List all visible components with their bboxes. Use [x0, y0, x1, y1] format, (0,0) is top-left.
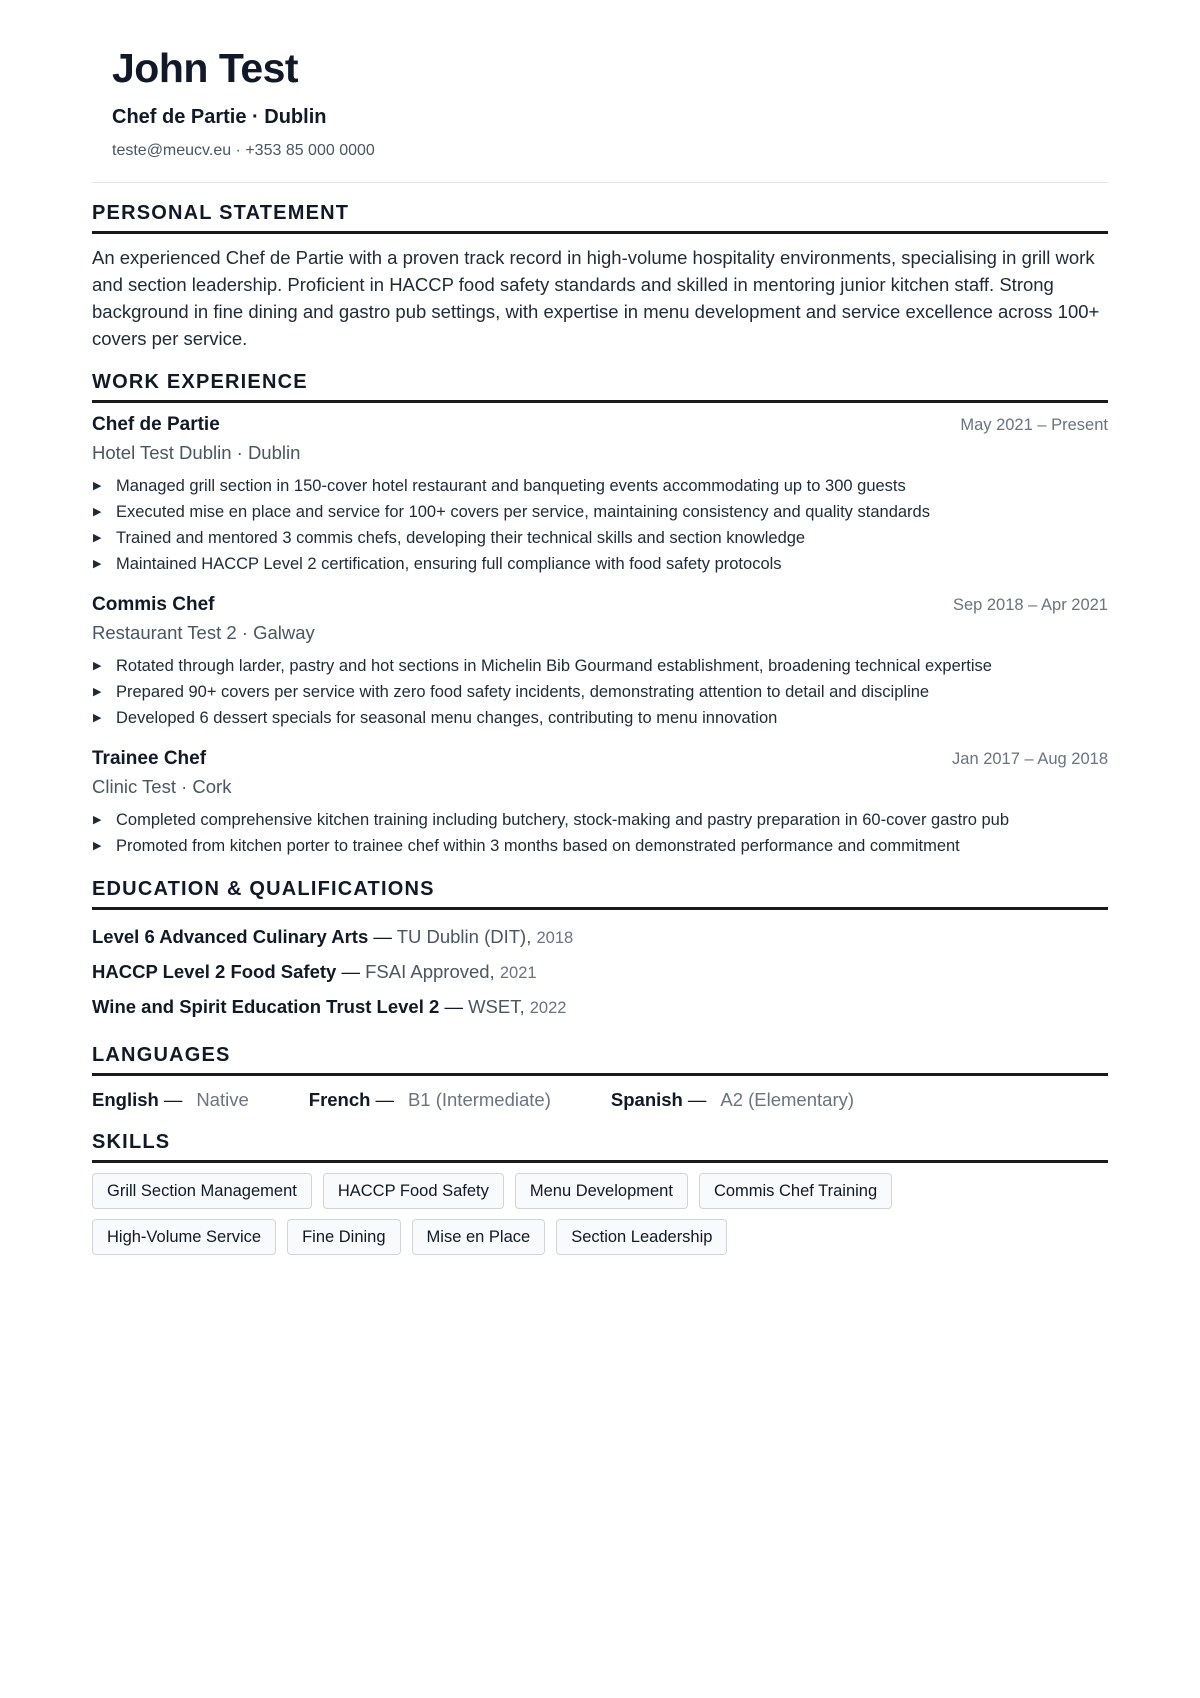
bullet-arrow-icon: ▶ — [93, 558, 102, 570]
language-name: Spanish — [610, 1089, 683, 1110]
job-title: Chef de Partie — [92, 414, 220, 435]
education-institution: TU Dublin (DIT), — [396, 926, 532, 947]
job-dates: Sep 2018 – Apr 2021 — [952, 596, 1108, 614]
skill-tag: HACCP Food Safety — [323, 1173, 504, 1209]
bullet-arrow-icon: ▶ — [93, 480, 102, 492]
bullet-arrow-icon: ▶ — [93, 814, 102, 826]
separator-dash: — — [163, 1089, 183, 1110]
education-year: 2021 — [499, 964, 537, 982]
job-title: Commis Chef — [92, 594, 215, 615]
education-list — [92, 920, 1108, 1025]
job-entry — [92, 747, 1108, 859]
bullet-item — [92, 653, 1108, 679]
bullet-text: Executed mise en place and service for 100+ covers per service, maintaining consistency and quality standards — [116, 503, 930, 521]
job-header — [92, 747, 1108, 771]
separator-dash: — — [341, 961, 360, 982]
job-header — [92, 413, 1108, 437]
job-company: Clinic Test · Cork — [92, 776, 232, 797]
bullet-text: Maintained HACCP Level 2 certification, ensuring full compliance with food safety protocols — [116, 555, 782, 573]
skill-tag: Section Leadership — [556, 1219, 727, 1255]
bullet-text: Prepared 90+ covers per service with zero food safety incidents, demonstrating attention to detail and discipline — [116, 683, 930, 701]
job-header — [92, 593, 1108, 617]
bullet-text: Rotated through larder, pastry and hot sections in Michelin Bib Gourmand establishment, broadening technical expertise — [116, 657, 992, 675]
job-company: Hotel Test Dublin · Dublin — [92, 442, 301, 463]
job-bullets — [92, 653, 1108, 731]
bullet-arrow-icon: ▶ — [93, 660, 102, 672]
section-title: SKILLS — [92, 1130, 1108, 1163]
work-experience-section — [92, 370, 1108, 859]
section-title: PERSONAL STATEMENT — [92, 201, 1108, 234]
education-degree: Level 6 Advanced Culinary Arts — [92, 926, 369, 947]
job-entry — [92, 413, 1108, 577]
job-title: Trainee Chef — [92, 748, 207, 769]
bullet-item — [92, 705, 1108, 731]
resume-header — [92, 0, 1108, 183]
candidate-tagline: Chef de Partie · Dublin — [112, 106, 327, 128]
bullet-item — [92, 807, 1108, 833]
education-institution: WSET, — [468, 996, 525, 1017]
section-title: EDUCATION & QUALIFICATIONS — [92, 877, 1108, 910]
education-institution: FSAI Approved, — [365, 961, 495, 982]
job-dates: Jan 2017 – Aug 2018 — [952, 750, 1108, 768]
skill-tag: Grill Section Management — [92, 1173, 312, 1209]
skill-tag: Fine Dining — [287, 1219, 400, 1255]
separator-dash: — — [444, 996, 463, 1017]
bullet-text: Trained and mentored 3 commis chefs, developing their technical skills and section knowledge — [116, 529, 806, 547]
language-level: B1 (Intermediate) — [407, 1089, 551, 1110]
bullet-arrow-icon: ▶ — [93, 532, 102, 544]
candidate-name: John Test — [112, 45, 299, 91]
skill-tag: High-Volume Service — [92, 1219, 276, 1255]
education-year: 2022 — [529, 999, 567, 1017]
education-item — [92, 990, 1108, 1025]
bullet-text: Completed comprehensive kitchen training including butchery, stock-making and pastry preparation in 60-cover gastro pub — [116, 811, 1010, 829]
skill-tag: Commis Chef Training — [699, 1173, 892, 1209]
bullet-item — [92, 499, 1108, 525]
education-item — [92, 955, 1108, 990]
bullet-arrow-icon: ▶ — [93, 712, 102, 724]
education-item — [92, 920, 1108, 955]
languages-section — [92, 1043, 1108, 1112]
section-title: WORK EXPERIENCE — [92, 370, 1108, 403]
bullet-item — [92, 473, 1108, 499]
language-list — [92, 1088, 1108, 1112]
job-company: Restaurant Test 2 · Galway — [92, 622, 315, 643]
bullet-arrow-icon: ▶ — [93, 840, 102, 852]
section-title: LANGUAGES — [92, 1043, 1108, 1076]
education-year: 2018 — [536, 929, 574, 947]
language-level: A2 (Elementary) — [720, 1089, 855, 1110]
skill-tag: Mise en Place — [412, 1219, 546, 1255]
bullet-item — [92, 525, 1108, 551]
skills-section — [92, 1130, 1108, 1265]
job-list — [92, 413, 1108, 859]
contact-info: teste@meucv.eu · +353 85 000 0000 — [112, 142, 375, 159]
bullet-text: Developed 6 dessert specials for seasonal menu changes, contributing to menu innovation — [116, 709, 778, 727]
education-degree: HACCP Level 2 Food Safety — [92, 961, 337, 982]
job-bullets — [92, 807, 1108, 859]
skill-tag: Menu Development — [515, 1173, 688, 1209]
bullet-text: Managed grill section in 150-cover hotel restaurant and banqueting events accommodating up to 300 guests — [116, 477, 906, 495]
job-bullets — [92, 473, 1108, 577]
language-item — [92, 1088, 249, 1112]
job-entry — [92, 593, 1108, 731]
skill-list — [92, 1173, 952, 1265]
language-name: English — [92, 1089, 159, 1110]
education-section — [92, 877, 1108, 1025]
personal-statement-section — [92, 201, 1108, 352]
job-dates: May 2021 – Present — [960, 416, 1108, 434]
language-level: Native — [196, 1089, 249, 1110]
language-item — [309, 1088, 551, 1112]
language-name: French — [308, 1089, 371, 1110]
bullet-item — [92, 551, 1108, 577]
statement-text: An experienced Chef de Partie with a proven track record in high-volume hospitality environments, specialising in grill work and section leadership. Proficient in HACCP food safety standards and skilled in mentoring junior kitchen staff. Strong background in fine dining and gastro pub settings, with expertise in menu development and service excellence across 100+ covers per service. — [92, 247, 1100, 349]
bullet-item — [92, 679, 1108, 705]
separator-dash: — — [375, 1089, 394, 1110]
separator-dash: — — [687, 1089, 707, 1110]
education-degree: Wine and Spirit Education Trust Level 2 — [92, 996, 440, 1017]
language-item — [611, 1088, 854, 1112]
bullet-arrow-icon: ▶ — [93, 686, 102, 698]
bullet-item — [92, 833, 1108, 859]
bullet-arrow-icon: ▶ — [93, 506, 102, 518]
bullet-text: Promoted from kitchen porter to trainee chef within 3 months based on demonstrated performance and commitment — [116, 837, 960, 855]
separator-dash: — — [373, 926, 392, 947]
